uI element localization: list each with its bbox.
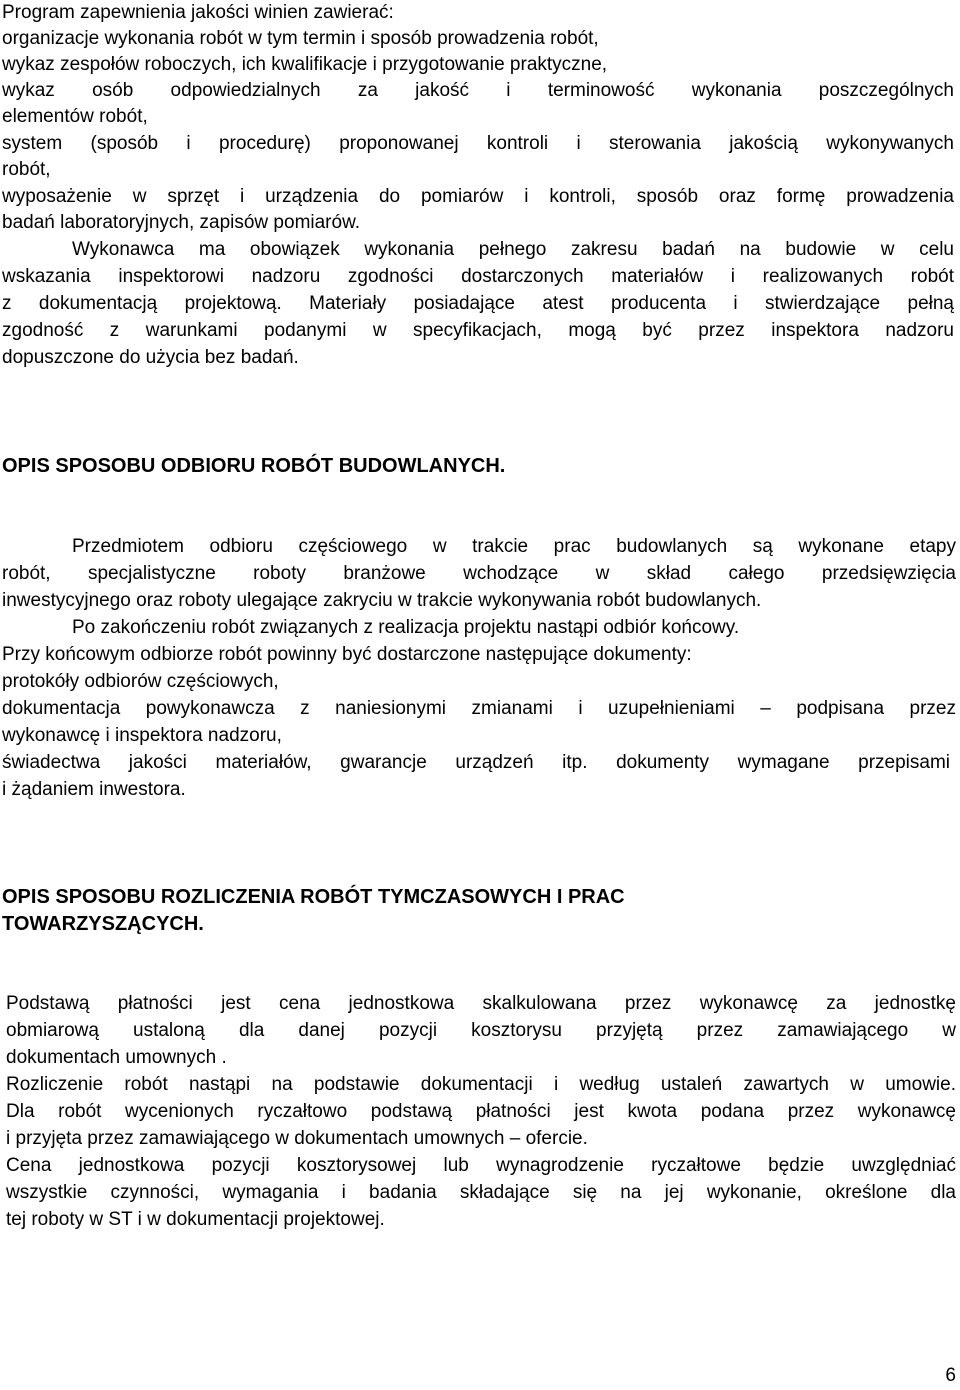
text-line: inwestycyjnego oraz roboty ulegające zakryciu w trakcie wykonywania robót budowlanych.	[2, 590, 762, 611]
text-line: badań laboratoryjnych, zapisów pomiarów.	[2, 212, 361, 233]
text-line: dokumentach umownych .	[6, 1047, 227, 1068]
text-line: Przy końcowym odbiorze robót powinny być dostarczone następujące dokumenty:	[2, 644, 692, 665]
text-line: i żądaniem inwestora.	[2, 779, 186, 800]
text-line: system (sposób i procedurę) proponowanej kontroli i sterowania jakością wykonywanych	[2, 133, 954, 154]
text-line: Rozliczenie robót nastąpi na podstawie dokumentacji i według ustaleń zawartych w umowie.	[6, 1074, 956, 1095]
text-line: wykaz zespołów roboczych, ich kwalifikacje i przygotowanie praktyczne,	[2, 54, 608, 75]
text-line: Program zapewnienia jakości winien zawierać:	[2, 2, 394, 23]
text-line: Dla robót wycenionych ryczałtowo podstawą płatności jest kwota podana przez wykonawcę	[6, 1101, 956, 1122]
text-line: i przyjęta przez zamawiającego w dokumentach umownych – ofercie.	[6, 1128, 588, 1149]
text-line: wszystkie czynności, wymagania i badania składające się na jej wykonanie, określone dla	[6, 1182, 956, 1203]
text-line: organizacje wykonania robót w tym termin i sposób prowadzenia robót,	[2, 28, 599, 49]
section-heading: OPIS SPOSOBU ODBIORU ROBÓT BUDOWLANYCH.	[2, 455, 506, 477]
text-line: Przedmiotem odbioru częściowego w trakcie prac budowlanych są wykonane etapy	[72, 536, 956, 557]
text-line: wykonawcę i inspektora nadzoru,	[2, 725, 282, 746]
text-line: Wykonawca ma obowiązek wykonania pełnego zakresu badań na budowie w celu	[72, 239, 954, 260]
text-line: Po zakończeniu robót związanych z realizacja projektu nastąpi odbiór końcowy.	[72, 617, 740, 638]
text-line: elementów robót,	[2, 106, 148, 127]
page-number: 6	[945, 1365, 956, 1386]
text-line: robót,	[2, 159, 51, 180]
text-line: protokóły odbiorów częściowych,	[2, 671, 279, 692]
text-line: Cena jednostkowa pozycji kosztorysowej lub wynagrodzenie ryczałtowe będzie uwzględniać	[6, 1155, 956, 1176]
text-line: robót, specjalistyczne roboty branżowe wchodzące w skład całego przedsięwzięcia	[2, 563, 956, 584]
text-line: wyposażenie w sprzęt i urządzenia do pomiarów i kontroli, sposób oraz formę prowadzenia	[2, 186, 954, 207]
text-line: Podstawą płatności jest cena jednostkowa skalkulowana przez wykonawcę za jednostkę	[6, 993, 956, 1014]
text-line: świadectwa jakości materiałów, gwarancje urządzeń itp. dokumenty wymagane przepisami	[2, 752, 950, 773]
text-line: wskazania inspektorowi nadzoru zgodności dostarczonych materiałów i realizowanych robót	[2, 266, 954, 287]
text-line: z dokumentacją projektową. Materiały posiadające atest producenta i stwierdzające pełną	[2, 293, 954, 314]
text-line: tej roboty w ST i w dokumentacji projektowej.	[6, 1209, 385, 1230]
section-heading: OPIS SPOSOBU ROZLICZENIA ROBÓT TYMCZASOWYCH I PRAC	[2, 886, 625, 908]
text-line: dokumentacja powykonawcza z naniesionymi zmianami i uzupełnieniami – podpisana przez	[2, 698, 956, 719]
text-line: obmiarową ustaloną dla danej pozycji kosztorysu przyjętą przez zamawiającego w	[6, 1020, 956, 1041]
section-heading: TOWARZYSZĄCYCH.	[2, 913, 204, 935]
text-line: dopuszczone do użycia bez badań.	[2, 347, 299, 368]
text-line: wykaz osób odpowiedzialnych za jakość i terminowość wykonania poszczególnych	[2, 80, 954, 101]
text-line: zgodność z warunkami podanymi w specyfikacjach, mogą być przez inspektora nadzoru	[2, 320, 954, 341]
